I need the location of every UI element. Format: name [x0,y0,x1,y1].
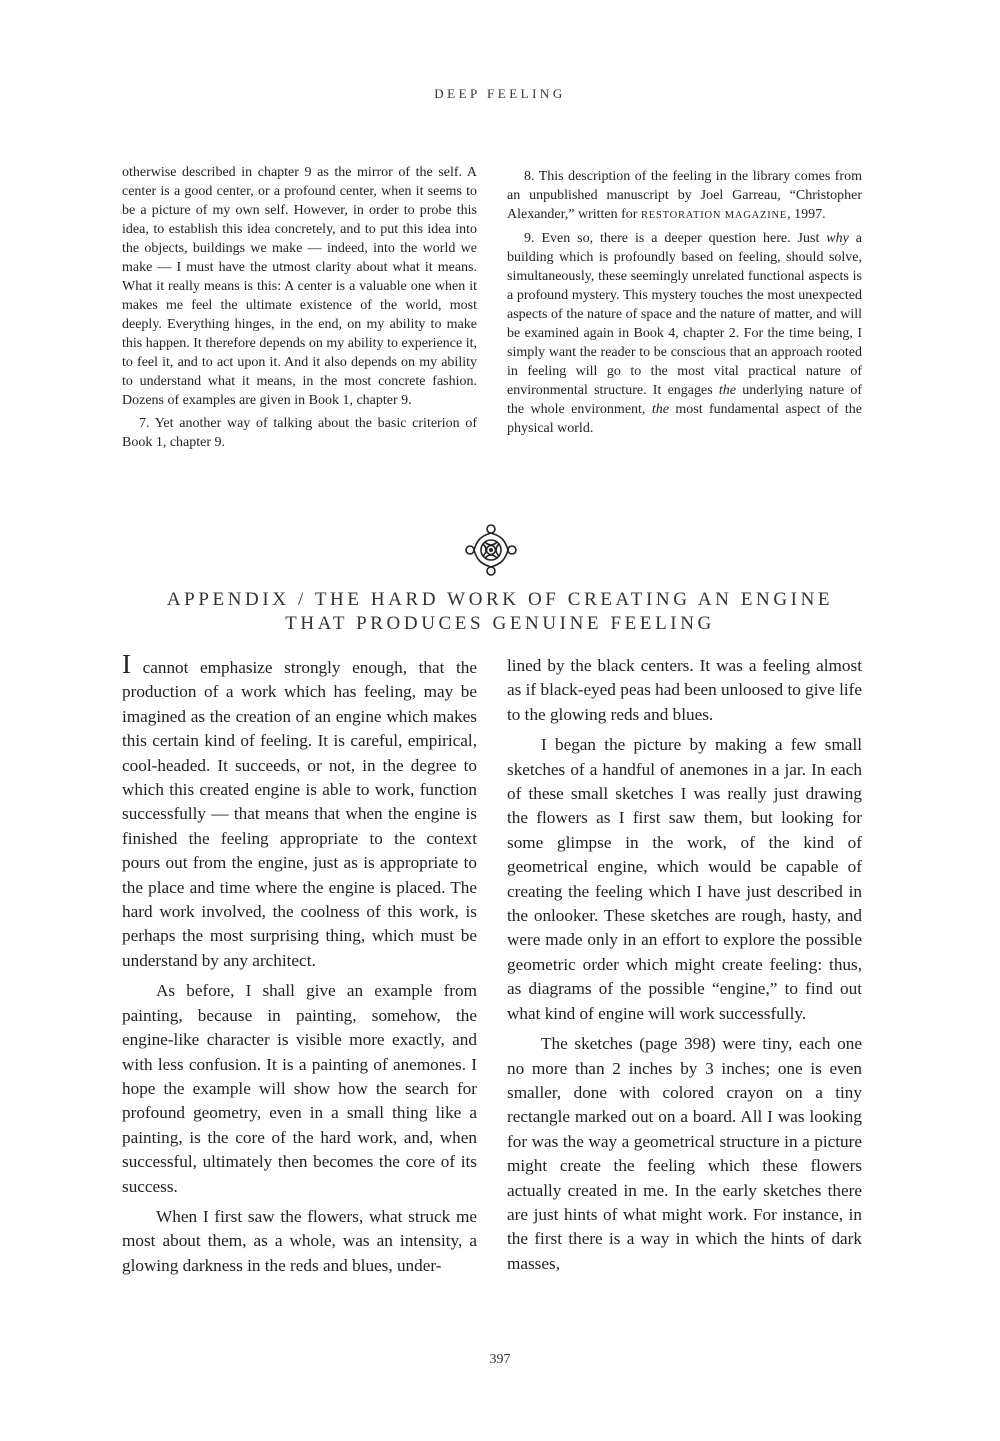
endnote-8 [507,167,862,225]
celtic-knot-ornament-icon [463,522,519,578]
emphasis-the: the [651,402,669,417]
drop-cap: I [122,649,131,679]
endnotes-left-column [122,163,477,452]
body-paragraph: I began the picture by making a few small sketches of a handful of anemones in a jar. In each of these small sketches I was really just drawing the flowers as I first saw them, but looking for some glimpse in the work, of the kind of geometrical engine, which would be capable of creating the feeling which I have just described in the onlooker. These sketches are rough, hasty, and were made only in an effort to explore the possible geometric order which might create feeling: thus, as diagrams of the possible “engine,” to find out what kind of engine will work successfully. [507,735,862,1023]
body-paragraph: lined by the black centers. It was a feeling almost as if black-eyed peas had been unloosed to give life to the glowing reds and blues. [507,656,862,724]
appendix-title-line-2: THAT PRODUCES GENUINE FEELING [285,613,715,634]
endnotes [122,163,862,452]
endnotes-right-column [507,163,862,452]
body-right-column [507,654,862,1278]
body-paragraph: The sketches (page 398) were tiny, each one no more than 2 inches by 3 inches; one is even smaller, done with colored crayon on a tiny rectangle marked out on a board. All I was looking for was the way a geometrical structure in a picture might create the feeling which these flowers actually created in me. In the early sketches there are just hints of what might work. For instance, in the first there is a way in which the hints of dark masses, [507,1034,862,1273]
endnote-8-date: , 1997. [787,207,826,222]
endnote-9-text-d: most fundamental aspect of the physical world. [507,402,862,436]
appendix-title-line-1: APPENDIX / THE HARD WORK OF CREATING AN ENGINE [166,589,834,610]
running-head: DEEP FEELING [434,86,566,101]
body-paragraph: As before, I shall give an example from painting, because in painting, somehow, the engine-like character is visible more exactly, and with less confusion. It is a painting of anemones. I hope the example will show how the search for profound geometry, even in a small thing like a painting, is the core of the hard work, and, when successful, ultimately then becomes the core of its success. [122,981,477,1196]
endnote-9 [507,229,862,438]
emphasis-the: the [718,383,737,398]
body-paragraph: When I first saw the flowers, what struck me most about them, as a whole, was an intensity, a glowing darkness in the reds and blues, under- [122,1206,477,1275]
endnote-9-text-a: 9. Even so, there is a deeper question here. Just [524,231,827,246]
body-left-column [122,649,477,1278]
body-paragraph [122,649,477,973]
endnote-9-text-c: underlying nature of the whole environment, [507,383,863,417]
endnote-paragraph: otherwise described in chapter 9 as the mirror of the self. A center is a good center, or a profound center, when it seems to be a picture of my own self. However, in order to probe this idea, to establish this idea concretely, and to put this idea into the objects, buildings we make — indeed, into the world we make — I must have the utmost clarity about what it means. What it really means is this: A center is a valuable one when it makes me feel the ultimate existence of the world, most deeply. Everything hinges, in the end, on my ability to make this happen. It therefore depends on my ability to experience it, to feel it, and to act upon it. And it also depends on my ability to understand what it means, in the most concrete fashion. Dozens of examples are given in Book 1, chapter 9. [122,165,477,408]
page-number: 397 [489,1352,511,1367]
magazine-name: RESTORATION MAGAZINE [640,210,788,221]
endnote-9-text-b: a building which is profoundly based on feeling, should solve, simultaneously, these seemingly unrelated functional aspects is a profound mystery. This mystery touches the most unexpected aspects of the nature of space and the nature of matter, and will be examined again in Book 4, chapter 2. For the time being, I simply want the reader to be conscious that an approach rooted in feeling will go to the most vital practical nature of environmental structure. It engages [507,231,862,398]
endnote-7: 7. Yet another way of talking about the basic criterion of Book 1, chapter 9. [122,416,477,450]
emphasis-why: why [826,231,849,246]
endnote-8-text: 8. This description of the feeling in the library comes from an unpublished manuscript by Joel Garreau, “Christopher Alexander,” written for [507,169,862,222]
body-text [122,649,862,1278]
body-paragraph-text: cannot emphasize strongly enough, that the production of a work which has feeling, may be imagined as the creation of an engine which makes this certain kind of feeling. It is careful, empirical, cool-headed. It succeeds, or not, in the degree to which this created engine is able to work, function successfully — that means that when the engine is finished the feeling appropriate to the context pours out from the engine, just as is appropriate to the place and time where the engine is placed. The hard work involved, the coolness of this work, is perhaps the most surprising thing, which must be understand by any architect. [122,658,477,970]
appendix-title [80,588,920,636]
